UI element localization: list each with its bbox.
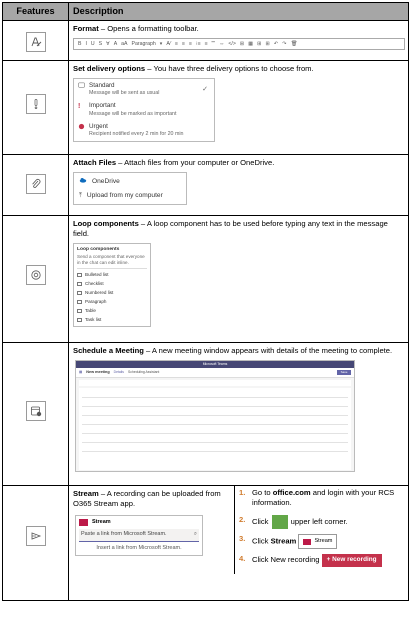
meeting-header [76,368,354,378]
feature-text: – You have three delivery options to choose from. [145,64,314,73]
attach-upload-label: Upload from my computer [86,191,163,199]
stream-panel [75,515,203,556]
toolbar-button[interactable]: ▾ [159,40,163,47]
toolbar-button[interactable]: ≡ [204,40,208,47]
stream-logo-icon [79,519,88,526]
new-meeting-window [75,360,355,472]
toolbar-button[interactable]: ⊞ [257,40,262,47]
toolbar-button[interactable]: ⊞ [265,40,270,47]
feature-title: Schedule a Meeting [73,346,144,355]
loop-components-menu [73,243,151,327]
table-row-attach [3,155,409,216]
loop-icon [26,265,46,285]
loop-item-label: Bulleted list [85,271,109,277]
toolbar-button[interactable]: "" [211,40,216,47]
step-item [239,554,404,566]
toolbar-button[interactable]: A⁄ [166,40,171,47]
loop-item[interactable] [77,299,147,305]
step-item [239,515,404,529]
attach-onedrive-item[interactable] [79,177,181,187]
description-cell [69,343,409,486]
option-name: Important [89,102,116,110]
form-field-notes[interactable] [82,454,348,461]
stream-app-name: Stream [92,519,111,526]
step-item [239,534,404,549]
description-cell [69,216,409,343]
list-icon [77,282,82,286]
save-button[interactable]: Save [337,370,351,375]
steps-list [239,488,404,567]
toolbar-button[interactable]: Paragraph [131,40,156,47]
table-row-meeting [3,343,409,486]
description-cell [69,61,409,155]
toolbar-button[interactable]: I [85,40,87,47]
step-text: and login with your RCS information. [252,488,395,508]
table-row-delivery [3,61,409,155]
feature-text: – A loop component has to be used before typing any text in the message field. [73,219,388,239]
checkmark-icon: ✓ [202,86,208,94]
form-field-title[interactable] [82,391,348,398]
upload-icon: ⤒ [79,191,82,199]
stream-play-icon [26,526,46,546]
step-number: 1. [239,488,246,497]
stream-split [69,486,408,574]
step-number: 4. [239,554,246,564]
form-field-time[interactable] [82,418,348,425]
toolbar-button[interactable]: aA [121,40,128,47]
loop-menu-subtitle: Send a component that everyone in the chat can edit inline. [77,254,147,269]
feature-text: – Opens a formatting toolbar. [98,24,199,33]
header-features: Features [3,3,69,21]
toolbar-button[interactable]: 🗑 [290,40,298,47]
table-row-loop [3,216,409,343]
step-text: Click [252,536,271,546]
attach-menu [73,172,187,205]
features-table [2,2,409,601]
attach-upload-item[interactable] [79,192,181,201]
table-row-stream [3,486,409,601]
description-cell [69,21,409,61]
toolbar-button[interactable]: ∀ [106,40,110,47]
form-field-channel[interactable] [82,436,348,443]
loop-item-label: Task list [85,316,102,322]
loop-item-label: Numbered list [85,289,114,295]
chat-icon [78,82,85,97]
feature-cell [3,21,69,61]
option-sub: Message will be marked as important [89,110,177,117]
delivery-option-urgent[interactable] [78,123,210,138]
toolbar-button[interactable]: ≡ [181,40,185,47]
option-name: Standard [89,82,115,90]
stream-button-label: Stream [314,538,333,545]
toolbar-button[interactable]: ≡ [188,40,192,47]
list-icon [77,309,82,313]
bell-icon [78,123,85,138]
stream-input-placeholder: Paste a link from Microsoft Stream. [81,531,167,538]
option-sub: Message will be sent as usual [89,90,160,97]
step-bold: Stream [270,536,297,546]
delivery-options-panel [73,78,215,142]
feature-cell [3,343,69,486]
delivery-option-standard[interactable] [78,82,210,97]
step-text: Click New recording [252,555,320,565]
table-row-format [3,21,409,61]
window-titlebar: Microsoft Teams [76,361,354,368]
option-name: Urgent [89,122,108,130]
list-icon [77,318,82,322]
form-field-location[interactable] [82,445,348,452]
stream-description [69,486,235,574]
form-field-date[interactable] [82,409,348,416]
toolbar-button[interactable]: ↶ [273,40,279,47]
toolbar-button[interactable]: </> [228,40,236,47]
feature-title: Stream [73,489,99,498]
form-field-repeat[interactable] [82,427,348,434]
form-field-attendees[interactable] [82,400,348,407]
loop-item-label: Checklist [85,280,104,286]
feature-cell [3,61,69,155]
tab-scheduling-assistant[interactable]: Scheduling Assistant [128,370,160,375]
toolbar-button[interactable]: ≡ [174,40,178,47]
option-sub: Recipient notified every 2 min for 20 min [89,130,184,137]
step-text: upper left corner. [288,517,348,527]
feature-title: Attach Files [73,158,117,167]
feature-text: – A recording can be uploaded from O365 Stream app. [73,489,221,509]
toolbar-button[interactable]: A [113,40,118,47]
list-icon [77,300,82,304]
stream-logo-icon [303,539,311,545]
document-page [2,2,408,619]
loop-item[interactable] [77,317,147,323]
app-launcher-icon[interactable] [272,515,288,529]
feature-title: Set delivery options [73,64,146,73]
loop-menu-title: Loop components [77,247,120,253]
step-text: Go to [252,488,273,497]
loop-item[interactable] [77,281,147,287]
step-number: 3. [239,534,246,544]
step-bold: office.com [272,488,311,497]
loop-item-label: Paragraph [85,298,107,304]
feature-title: Loop components [73,219,139,228]
toolbar-button[interactable]: ⇔ [219,40,225,47]
step-text: Click [252,517,271,527]
toolbar-button[interactable]: ▦ [248,40,254,47]
stream-steps [235,486,408,574]
format-pen-icon [26,32,46,52]
description-cell [69,486,409,601]
search-icon: ⌕ [193,531,197,538]
paperclip-icon [26,174,46,194]
table-header-row [3,3,409,21]
toolbar-button[interactable]: S [98,40,103,47]
important-icon: ! [78,103,81,111]
loop-item[interactable] [77,272,147,278]
toolbar-button[interactable]: ↷ [282,40,287,47]
calendar-add-icon [26,401,46,421]
exclamation-icon [26,94,46,114]
meeting-options-bar [79,380,351,386]
delivery-option-important[interactable] [78,102,210,117]
toolbar-button[interactable]: ⁝≡ [195,40,201,47]
new-recording-button[interactable]: + New recording [322,554,382,566]
header-description: Description [69,3,409,21]
formatting-toolbar [73,38,405,50]
toolbar-button[interactable]: ⊞ [239,40,245,47]
meeting-form [79,388,351,470]
step-number: 2. [239,515,246,525]
loop-item[interactable] [77,308,147,314]
toolbar-button[interactable]: B [78,40,82,47]
toolbar-button[interactable]: U [90,40,95,47]
calendar-icon: ▦ [79,370,83,375]
description-cell [69,155,409,216]
stream-note: Insert a link from Microsoft Stream. [96,544,182,551]
feature-cell [3,155,69,216]
meeting-heading: New meeting [86,370,110,375]
tab-details[interactable]: Details [113,370,125,375]
cloud-icon [79,177,87,187]
step-item [239,488,404,508]
loop-item[interactable] [77,290,147,296]
feature-text: – A new meeting window appears with details of the meeting to complete. [143,346,393,355]
feature-title: Format [73,24,99,33]
list-icon [77,291,82,295]
attach-onedrive-label: OneDrive [92,177,120,185]
feature-cell [3,486,69,601]
stream-button[interactable] [298,534,337,549]
loop-item-label: Table [85,307,96,313]
list-icon [77,273,82,277]
feature-text: – Attach files from your computer or OneDrive. [116,158,275,167]
feature-cell [3,216,69,343]
stream-link-input[interactable] [79,529,199,541]
